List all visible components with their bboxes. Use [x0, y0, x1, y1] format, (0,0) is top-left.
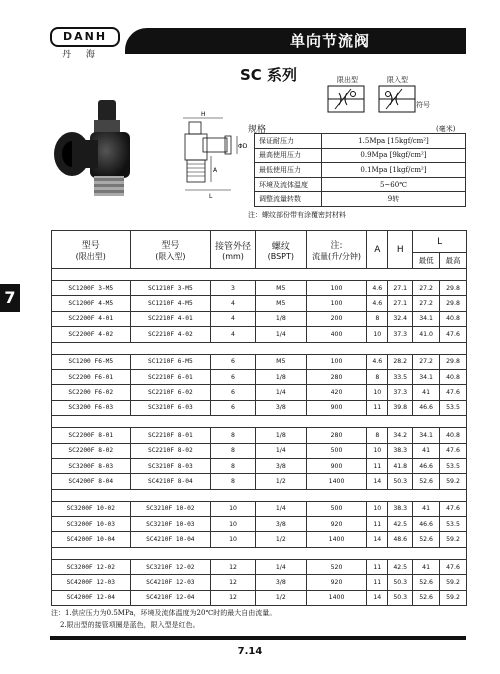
cell-l-min: 34.1 [413, 369, 440, 384]
spec-value: 0.1Mpa [1kgf/cm²] [322, 163, 466, 178]
cell-dim-h: 42.5 [388, 517, 413, 532]
group-spacer [52, 547, 467, 559]
cell-l-min: 52.6 [413, 575, 440, 590]
header-thread-label: 螺纹 [271, 241, 290, 252]
cell-model-out: SC4200F 8-04 [52, 474, 131, 489]
table-row [52, 517, 467, 532]
cell-model-in: SC2210F 4-02 [130, 327, 211, 342]
cell-thread: 1/2 [255, 474, 306, 489]
cell-flow: 1400 [306, 532, 367, 547]
cell-l-min: 46.6 [413, 458, 440, 473]
group-spacer [52, 489, 467, 501]
spacer-cell [52, 416, 467, 428]
symbol-in-icon [378, 85, 418, 115]
cell-model-out: SC2200F 4-02 [52, 327, 131, 342]
header-h: H [388, 231, 413, 269]
cell-tube-od: 3 [211, 281, 256, 296]
cell-tube-od: 4 [211, 327, 256, 342]
spec-value: 1.5Mpa [15kgf/cm²] [322, 134, 466, 149]
cell-model-in: SC2210F 6-02 [130, 385, 211, 400]
cell-l-min: 27.2 [413, 354, 440, 369]
cell-model-out: SC3200F 10-03 [52, 517, 131, 532]
cell-model-out: SC2200F 4-01 [52, 311, 131, 326]
cell-flow: 100 [306, 296, 367, 311]
dim-phi-label: ΦD [238, 143, 248, 150]
product-photo [50, 94, 170, 206]
table-row [52, 575, 467, 590]
cell-dim-h: 37.3 [388, 385, 413, 400]
spec-row [255, 134, 466, 149]
cell-model-in: SC4210F 8-04 [130, 474, 211, 489]
cell-tube-od: 4 [211, 296, 256, 311]
cell-thread: M5 [255, 296, 306, 311]
spacer-cell [52, 269, 467, 281]
cell-tube-od: 4 [211, 311, 256, 326]
cell-thread: M5 [255, 354, 306, 369]
cell-model-in: SC2210F 6-01 [130, 369, 211, 384]
cell-model-out: SC4200F 10-04 [52, 532, 131, 547]
cell-tube-od: 6 [211, 354, 256, 369]
cell-flow: 280 [306, 428, 367, 443]
cell-l-min: 34.1 [413, 428, 440, 443]
cell-l-max: 29.8 [440, 281, 467, 296]
cell-tube-od: 12 [211, 559, 256, 574]
cell-model-in: SC4210F 12-04 [130, 590, 211, 605]
spec-row [255, 177, 466, 192]
cell-l-min: 41.0 [413, 327, 440, 342]
cell-model-in: SC1210F 6-M5 [130, 354, 211, 369]
table-row [52, 281, 467, 296]
symbol-in-label: 限入型 [387, 76, 408, 84]
group-spacer [52, 416, 467, 428]
cell-thread: 1/4 [255, 327, 306, 342]
cell-model-out: SC3200F 12-02 [52, 559, 131, 574]
header-l-min: 最低 [413, 253, 440, 269]
cell-dim-a: 10 [367, 327, 388, 342]
cell-dim-h: 48.6 [388, 532, 413, 547]
cell-thread: 3/8 [255, 517, 306, 532]
cell-model-in: SC2210F 8-01 [130, 428, 211, 443]
cell-dim-h: 33.5 [388, 369, 413, 384]
cell-model-in: SC2210F 4-01 [130, 311, 211, 326]
cell-flow: 900 [306, 458, 367, 473]
table-row [52, 385, 467, 400]
header-model-in [130, 231, 211, 269]
dim-l-label: L [209, 193, 213, 200]
cell-l-min: 46.6 [413, 400, 440, 415]
table-row [52, 354, 467, 369]
cell-dim-a: 14 [367, 532, 388, 547]
symbol-out-label: 限出型 [337, 76, 358, 84]
cell-tube-od: 8 [211, 428, 256, 443]
cell-flow: 1400 [306, 474, 367, 489]
cell-l-min: 41 [413, 559, 440, 574]
product-table [51, 230, 467, 606]
cell-tube-od: 8 [211, 458, 256, 473]
table-row [52, 590, 467, 605]
cell-dim-a: 8 [367, 369, 388, 384]
cell-tube-od: 10 [211, 532, 256, 547]
spec-key: 保证耐压力 [255, 134, 322, 149]
cell-l-max: 47.6 [440, 501, 467, 516]
cell-dim-h: 28.2 [388, 354, 413, 369]
cell-dim-h: 38.3 [388, 443, 413, 458]
symbol-label: 符号 [416, 101, 430, 109]
header-model-in-sub: (限入型) [155, 251, 186, 261]
cell-thread: 1/4 [255, 443, 306, 458]
group-spacer [52, 342, 467, 354]
cell-l-max: 47.6 [440, 327, 467, 342]
cell-l-max: 47.6 [440, 443, 467, 458]
cell-l-min: 46.6 [413, 517, 440, 532]
cell-dim-h: 50.3 [388, 474, 413, 489]
cell-thread: 1/8 [255, 369, 306, 384]
brand-logo: DANH [50, 27, 120, 47]
cell-dim-a: 11 [367, 575, 388, 590]
cell-dim-a: 11 [367, 400, 388, 415]
cell-l-max: 53.5 [440, 400, 467, 415]
header-tube [211, 231, 256, 269]
spec-key: 环境及流体温度 [255, 177, 322, 192]
header-flow-sub: 流量(升/分钟) [312, 251, 361, 261]
cell-thread: M5 [255, 281, 306, 296]
cell-dim-h: 38.3 [388, 501, 413, 516]
spec-key: 最高使用压力 [255, 148, 322, 163]
spec-key: 调整流量转数 [255, 192, 322, 207]
cell-tube-od: 10 [211, 501, 256, 516]
cell-dim-h: 27.1 [388, 281, 413, 296]
table-row [52, 474, 467, 489]
header-model-out-sub: (限出型) [75, 251, 106, 261]
cell-thread: 1/4 [255, 385, 306, 400]
cell-model-in: SC3210F 6-03 [130, 400, 211, 415]
cell-l-max: 47.6 [440, 559, 467, 574]
header-tube-sub: (mm) [222, 251, 244, 261]
cell-flow: 920 [306, 575, 367, 590]
note-1: 注：1.供应压力为0.5MPa，环境及流体温度为20℃时的最大自由流量。 [51, 609, 277, 617]
table-row [52, 369, 467, 384]
cell-dim-a: 11 [367, 458, 388, 473]
spec-unit: (毫米) [436, 125, 456, 133]
cell-l-max: 29.8 [440, 354, 467, 369]
cell-l-max: 47.6 [440, 385, 467, 400]
cell-flow: 200 [306, 311, 367, 326]
cell-l-max: 40.8 [440, 428, 467, 443]
cell-model-out: SC3200F 10-02 [52, 501, 131, 516]
cell-l-min: 52.6 [413, 474, 440, 489]
cell-flow: 500 [306, 501, 367, 516]
cell-thread: 1/2 [255, 532, 306, 547]
cell-l-min: 27.2 [413, 296, 440, 311]
cell-tube-od: 12 [211, 590, 256, 605]
cell-flow: 100 [306, 354, 367, 369]
cell-flow: 520 [306, 559, 367, 574]
cell-model-out: SC2200 F6-02 [52, 385, 131, 400]
cell-tube-od: 8 [211, 474, 256, 489]
cell-dim-a: 11 [367, 517, 388, 532]
symbol-out-icon [327, 85, 367, 115]
cell-tube-od: 12 [211, 575, 256, 590]
spacer-cell [52, 342, 467, 354]
header-thread-sub: (BSPT) [267, 251, 295, 261]
spec-row [255, 163, 466, 178]
cell-tube-od: 6 [211, 369, 256, 384]
spec-table [254, 133, 466, 207]
spacer-cell [52, 489, 467, 501]
table-row [52, 559, 467, 574]
table-row [52, 532, 467, 547]
cell-thread: 3/8 [255, 458, 306, 473]
header-thread [255, 231, 306, 269]
header-banner [125, 28, 466, 54]
cell-dim-a: 10 [367, 385, 388, 400]
cell-model-out: SC2200F 8-02 [52, 443, 131, 458]
cell-thread: 3/8 [255, 575, 306, 590]
header-model-in-label: 型号 [161, 240, 180, 251]
cell-thread: 1/4 [255, 559, 306, 574]
brand-subtitle: 丹 海 [62, 50, 101, 60]
cell-l-min: 34.1 [413, 311, 440, 326]
cell-l-min: 27.2 [413, 281, 440, 296]
cell-model-in: SC3210F 10-03 [130, 517, 211, 532]
header-tube-label: 接管外径 [215, 241, 252, 252]
cell-l-min: 41 [413, 385, 440, 400]
spec-value: 9转 [322, 192, 466, 207]
header-a: A [367, 231, 388, 269]
cell-dim-a: 8 [367, 311, 388, 326]
cell-l-max: 53.5 [440, 458, 467, 473]
table-row [52, 311, 467, 326]
dimension-drawing [165, 111, 248, 204]
chapter-tab: 7 [0, 284, 20, 312]
cell-model-out: SC2200 F6-01 [52, 369, 131, 384]
cell-model-out: SC1200F 4-M5 [52, 296, 131, 311]
cell-l-max: 59.2 [440, 575, 467, 590]
cell-model-in: SC1210F 4-M5 [130, 296, 211, 311]
cell-dim-a: 14 [367, 474, 388, 489]
cell-dim-h: 50.3 [388, 590, 413, 605]
header-l-max: 最高 [440, 253, 467, 269]
spec-value: 5~60℃ [322, 177, 466, 192]
page-title: 单向节流阀 [289, 32, 370, 50]
cell-l-max: 59.2 [440, 590, 467, 605]
cell-flow: 920 [306, 517, 367, 532]
cell-thread: 1/2 [255, 590, 306, 605]
spec-key: 最低使用压力 [255, 163, 322, 178]
cell-l-min: 41 [413, 443, 440, 458]
cell-l-min: 41 [413, 501, 440, 516]
table-row [52, 443, 467, 458]
cell-dim-h: 42.5 [388, 559, 413, 574]
cell-dim-h: 34.2 [388, 428, 413, 443]
cell-l-min: 52.6 [413, 590, 440, 605]
cell-model-out: SC1200F 3-M5 [52, 281, 131, 296]
cell-flow: 1400 [306, 590, 367, 605]
table-row [52, 296, 467, 311]
series-title: SC 系列 [240, 66, 298, 84]
cell-dim-h: 27.1 [388, 296, 413, 311]
cell-model-out: SC3200 F6-03 [52, 400, 131, 415]
cell-dim-a: 10 [367, 501, 388, 516]
cell-thread: 1/4 [255, 501, 306, 516]
header-model-out [52, 231, 131, 269]
cell-l-max: 53.5 [440, 517, 467, 532]
header-model-out-label: 型号 [81, 240, 100, 251]
cell-thread: 3/8 [255, 400, 306, 415]
cell-model-in: SC4210F 12-03 [130, 575, 211, 590]
header-flow [306, 231, 367, 269]
table-row [52, 458, 467, 473]
cell-dim-h: 32.4 [388, 311, 413, 326]
cell-model-out: SC2200F 8-01 [52, 428, 131, 443]
cell-tube-od: 10 [211, 517, 256, 532]
cell-dim-h: 37.3 [388, 327, 413, 342]
cell-dim-h: 50.3 [388, 575, 413, 590]
spec-note: 注：螺纹部份带有涂覆密封材料 [248, 211, 346, 219]
cell-l-max: 59.2 [440, 474, 467, 489]
dim-h-label: H [201, 111, 206, 118]
cell-model-in: SC3210F 8-03 [130, 458, 211, 473]
cell-thread: 1/8 [255, 428, 306, 443]
spacer-cell [52, 547, 467, 559]
cell-dim-a: 8 [367, 428, 388, 443]
cell-model-in: SC4210F 10-04 [130, 532, 211, 547]
group-spacer [52, 269, 467, 281]
cell-thread: 1/8 [255, 311, 306, 326]
cell-dim-a: 4.6 [367, 296, 388, 311]
cell-tube-od: 6 [211, 400, 256, 415]
note-2: 2.限出型的接管项圈是蓝色，限入型是红色。 [60, 621, 200, 629]
cell-dim-a: 11 [367, 559, 388, 574]
cell-l-max: 40.8 [440, 369, 467, 384]
spec-row [255, 192, 466, 207]
cell-flow: 100 [306, 281, 367, 296]
table-row [52, 400, 467, 415]
spec-row [255, 148, 466, 163]
cell-model-in: SC1210F 3-M5 [130, 281, 211, 296]
cell-model-out: SC1200 F6-M5 [52, 354, 131, 369]
cell-model-in: SC2210F 8-02 [130, 443, 211, 458]
cell-model-out: SC4200F 12-04 [52, 590, 131, 605]
cell-flow: 500 [306, 443, 367, 458]
cell-l-max: 59.2 [440, 532, 467, 547]
table-row [52, 501, 467, 516]
cell-dim-h: 41.8 [388, 458, 413, 473]
header-l: L [413, 231, 467, 253]
footer-bar [50, 636, 466, 640]
cell-flow: 280 [306, 369, 367, 384]
cell-l-max: 29.8 [440, 296, 467, 311]
cell-dim-a: 4.6 [367, 354, 388, 369]
spec-title: 规格 [248, 125, 267, 135]
cell-l-min: 52.6 [413, 532, 440, 547]
cell-dim-h: 39.8 [388, 400, 413, 415]
cell-l-max: 40.8 [440, 311, 467, 326]
cell-dim-a: 14 [367, 590, 388, 605]
cell-model-in: SC3210F 10-02 [130, 501, 211, 516]
cell-dim-a: 4.6 [367, 281, 388, 296]
cell-flow: 420 [306, 385, 367, 400]
cell-flow: 900 [306, 400, 367, 415]
cell-tube-od: 8 [211, 443, 256, 458]
dim-a-label: A [213, 167, 218, 174]
cell-tube-od: 6 [211, 385, 256, 400]
spec-value: 0.9Mpa [9kgf/cm²] [322, 148, 466, 163]
cell-model-in: SC3210F 12-02 [130, 559, 211, 574]
header-flow-label: 注: [330, 240, 343, 251]
cell-model-out: SC4200F 12-03 [52, 575, 131, 590]
page-number: 7.14 [237, 646, 263, 657]
cell-dim-a: 10 [367, 443, 388, 458]
table-row [52, 327, 467, 342]
cell-model-out: SC3200F 8-03 [52, 458, 131, 473]
cell-flow: 400 [306, 327, 367, 342]
table-row [52, 428, 467, 443]
